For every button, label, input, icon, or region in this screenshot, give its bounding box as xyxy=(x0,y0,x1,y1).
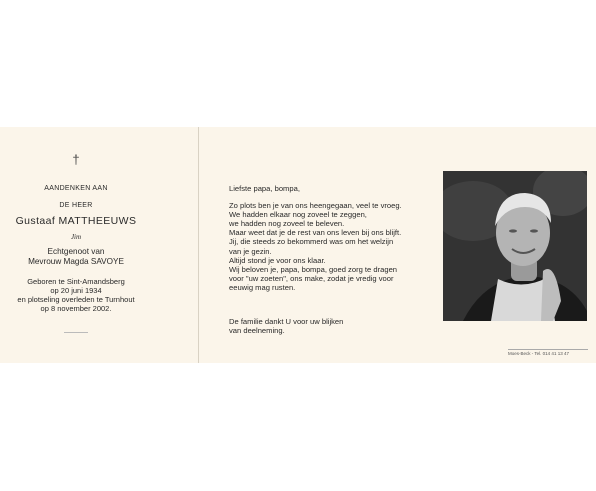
message-greeting: Liefste papa, bompa, xyxy=(229,184,300,193)
portrait-photo xyxy=(443,171,587,321)
nickname: Jim xyxy=(70,233,82,241)
aandenken-heading: AANDENKEN AAN xyxy=(44,185,108,192)
thanks-line: van deelneming. xyxy=(229,326,285,336)
died-place: en plotseling overleden te Turnhout xyxy=(17,295,135,304)
message-line: Jij, die steeds zo bekommerd was om het welzijn xyxy=(229,237,394,247)
message-line: Altijd stond je voor ons klaar. xyxy=(229,255,326,265)
died-date: op 8 november 2002. xyxy=(40,304,112,313)
message-line: eeuwig mag rusten. xyxy=(229,282,296,292)
printer-credit: Moes-Beck - Tel. 014 41 13 47 xyxy=(508,351,569,356)
portrait-image xyxy=(443,171,587,321)
divider xyxy=(64,332,88,333)
spouse-name: Mevrouw Magda SAVOYE xyxy=(28,257,124,266)
message-line: We hadden elkaar nog zoveel te zeggen, xyxy=(229,210,367,220)
message-line: Zo plots ben je van ons heengegaan, veel te vroeg. xyxy=(229,201,402,211)
fold-line xyxy=(198,127,199,363)
message-line: voor "uw zoeten", ons make, zodat je vredig voor xyxy=(229,273,394,283)
born-date: op 20 juni 1934 xyxy=(50,286,102,295)
left-panel xyxy=(0,127,198,363)
message-line: we hadden nog zoveel te beleven. xyxy=(229,219,345,229)
message-text xyxy=(229,184,429,292)
thanks-text xyxy=(229,317,429,335)
message-line: van je gezin. xyxy=(229,246,272,256)
spouse-intro: Echtgenoot van xyxy=(47,247,105,256)
message-line: Wij beloven je, papa, bompa, goed zorg te dragen xyxy=(229,264,398,274)
message-line: Maar weet dat je de rest van ons leven bij ons blijft. xyxy=(229,228,402,238)
born-place: Geboren te Sint-Amandsberg xyxy=(27,277,125,286)
memorial-card xyxy=(0,127,596,363)
cross-icon: † xyxy=(72,152,80,167)
thanks-line: De familie dankt U voor uw blijken xyxy=(229,317,344,326)
de-heer-label: DE HEER xyxy=(59,202,93,209)
deceased-name: Gustaaf MATTHEEUWS xyxy=(15,215,137,227)
printer-rule xyxy=(508,349,588,350)
